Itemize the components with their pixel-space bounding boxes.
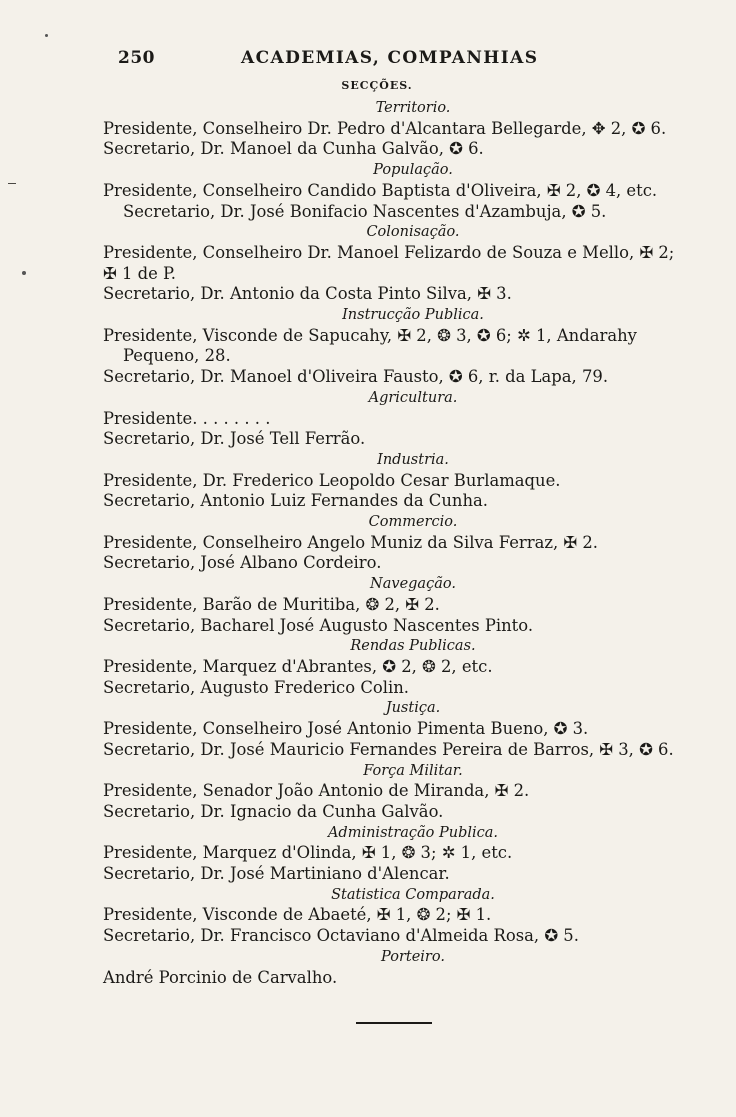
page-number: 250 [118,48,155,68]
entry-line: Presidente, Visconde de Abaeté, ✠ 1, ❂ 2; ✠ 1. [103,905,492,925]
entry-line: Secretario, Antonio Luiz Fernandes da Cunha. [103,491,488,511]
entry-line: Presidente, Conselheiro Dr. Pedro d'Alcantara Bellegarde, ✥ 2, ✪ 6. [103,118,667,138]
section-heading: Statistica Comparada. [331,886,495,903]
section-navegacao [103,574,683,636]
section-industria [103,450,683,512]
section-heading: Justiça. [385,700,441,717]
entry-line: Secretario, José Albano Cordeiro. [103,553,382,573]
section-heading: Instrucção Publica. [342,307,484,324]
section-administracao-publica [103,823,683,885]
section-statistica-comparada [103,885,683,947]
entry-line: Secretario, Dr. Francisco Octaviano d'Almeida Rosa, ✪ 5. [103,926,579,946]
section-rendas-publicas [103,636,683,698]
section-colonisacao [103,222,683,305]
entry-line: Presidente, Visconde de Sapucahy, ✠ 2, ❂ 3, ✪ 6; ✲ 1, Andarahy [103,325,637,345]
entry-line: Secretario, Dr. Manoel d'Oliveira Fausto, ✪ 6, r. da Lapa, 79. [103,367,609,387]
section-territorio [103,98,683,160]
section-heading: Força Militar. [363,762,463,779]
entry-line: Secretario, Dr. Ignacio da Cunha Galvão. [103,801,444,821]
section-instruccao-publica [103,305,683,388]
entry-line: Presidente, Conselheiro Candido Baptista d'Oliveira, ✠ 2, ✪ 4, etc. [103,180,658,200]
entry-line: Presidente, Marquez d'Abrantes, ✪ 2, ❂ 2, etc. [103,656,493,676]
entry-line: Presidente, Conselheiro Angelo Muniz da Silva Ferraz, ✠ 2. [103,532,598,552]
entry-line: Secretario, Bacharel José Augusto Nascentes Pinto. [103,615,534,635]
section-heading: Porteiro. [381,948,445,965]
entry-line: Presidente, Dr. Frederico Leopoldo Cesar Burlamaque. [103,470,561,490]
margin-mark [8,183,16,184]
entry-line: Presidente. . . . . . . . [103,408,271,428]
entry-line: ✠ 1 de P. [103,263,176,283]
entry-line: Presidente, Barão de Muritiba, ❂ 2, ✠ 2. [103,594,440,614]
running-header [118,48,588,74]
section-heading: Administração Publica. [327,824,499,841]
entry-line: Secretario, Dr. José Tell Ferrão. [103,429,366,449]
ink-speck [45,34,48,37]
section-heading: Territorio. [375,100,451,116]
entry-line: Presidente, Conselheiro José Antonio Pimenta Bueno, ✪ 3. [103,719,589,739]
section-heading: Navegação. [370,576,456,593]
section-subtitle: SECÇÕES. [341,79,413,92]
entry-line: Secretario, Augusto Frederico Colin. [103,677,409,697]
entry-line: Secretario, Dr. José Mauricio Fernandes Pereira de Barros, ✠ 3, ✪ 6. [103,739,674,759]
section-heading: Colonisação. [366,224,460,241]
section-justica [103,698,683,760]
section-agricultura [103,388,683,450]
section-populacao [103,160,683,222]
section-heading: Rendas Publicas. [350,638,476,655]
entry-line: Presidente, Marquez d'Olinda, ✠ 1, ❂ 3; ✲ 1, etc. [103,843,513,863]
entry-line: Presidente, Conselheiro Dr. Manoel Felizardo de Souza e Mello, ✠ 2; [103,242,675,262]
section-commercio [103,512,683,574]
entry-line: André Porcinio de Carvalho. [103,967,338,987]
ink-speck [22,271,26,275]
running-title: ACADEMIAS, COMPANHIAS [241,48,539,68]
section-heading: Commercio. [368,514,458,531]
entry-line: Presidente, Senador João Antonio de Miranda, ✠ 2. [103,781,530,801]
entry-line: Pequeno, 28. [123,346,231,366]
end-rule [356,1022,432,1024]
section-heading: Agricultura. [368,389,458,406]
sections-list [103,98,683,988]
entry-line: Secretario, Dr. José Bonifacio Nascentes d'Azambuja, ✪ 5. [123,201,607,221]
entry-line: Secretario, Dr. José Martiniano d'Alencar. [103,864,450,884]
section-heading: População. [373,162,453,179]
entry-line: Secretario, Dr. Manoel da Cunha Galvão, ✪ 6. [103,139,484,159]
entry-line: Secretario, Dr. Antonio da Costa Pinto Silva, ✠ 3. [103,284,512,304]
section-heading: Industria. [377,451,449,468]
section-forca-militar [103,761,683,823]
section-porteiro [103,947,683,988]
